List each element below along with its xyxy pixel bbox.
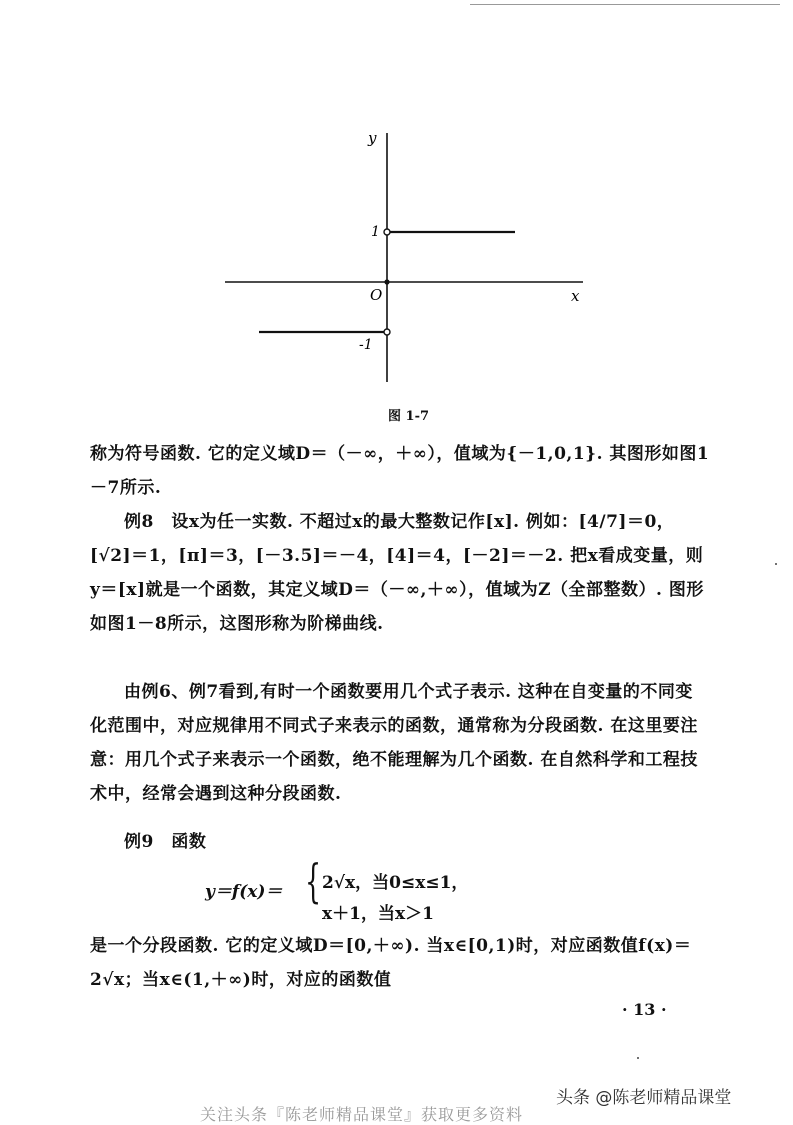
footer-note: 关注头条『陈老师精品课堂』获取更多资料 xyxy=(200,1105,524,1124)
formula-lhs: y＝f(x)＝ xyxy=(205,882,283,902)
figure-caption: 图 1-7 xyxy=(388,409,430,424)
paragraph-sign-function: 称为符号函数. 它的定义域D＝（－∞，＋∞），值域为{－1,0,1}. 其图形如图1－7所示. xyxy=(90,444,710,498)
formula-case-2: x＋1，当x＞1 xyxy=(322,904,434,924)
y-axis-label: y xyxy=(368,129,377,147)
tick-label-neg1: -1 xyxy=(359,337,373,353)
paragraph-example-8: 例8 设x为任一实数. 不超过x的最大整数记作[x]. 例如：[4/7]＝0，[√2]＝1，[π]＝3，[－3.5]＝－4，[4]＝4，[－2]＝－2. 把x看成变量，则y＝[x]就是一个函数，其定义域D＝（－∞,＋∞），值域为Z（全部整数）. 图形如图1－8所示，这图形称为阶梯曲线. xyxy=(90,512,704,634)
scan-speck xyxy=(775,563,777,565)
origin-label: O xyxy=(370,286,383,304)
x-axis-label: x xyxy=(571,287,580,305)
tick-label-1: 1 xyxy=(371,224,380,240)
open-point-at-neg1 xyxy=(384,329,390,335)
formula-brace: { xyxy=(305,854,322,908)
paragraph-domain: 是一个分段函数. 它的定义域D＝[0,＋∞). 当x∈[0,1)时，对应函数值f(x)＝2√x；当x∈(1,＋∞)时，对应的函数值 xyxy=(90,936,692,990)
paragraph-example-9: 例9 函数 xyxy=(124,832,207,852)
open-point-at-1 xyxy=(384,229,390,235)
watermark: 头条 @陈老师精品课堂 xyxy=(556,1088,732,1108)
scan-speck xyxy=(637,1057,639,1059)
origin-point xyxy=(384,279,389,284)
sign-function-graph xyxy=(0,0,793,400)
page-number: · 13 · xyxy=(622,1000,667,1019)
paragraph-piecewise: 由例6、例7看到,有时一个函数要用几个式子表示. 这种在自变量的不同变化范围中，对应规律用不同式子来表示的函数，通常称为分段函数. 在这里要注意：用几个式子来表示一个函数，绝不能理解为几个函数. 在自然科学和工程技术中，经常会遇到这种分段函数. xyxy=(90,682,698,804)
formula-case-1: 2√x，当0≤x≤1， xyxy=(322,873,469,893)
